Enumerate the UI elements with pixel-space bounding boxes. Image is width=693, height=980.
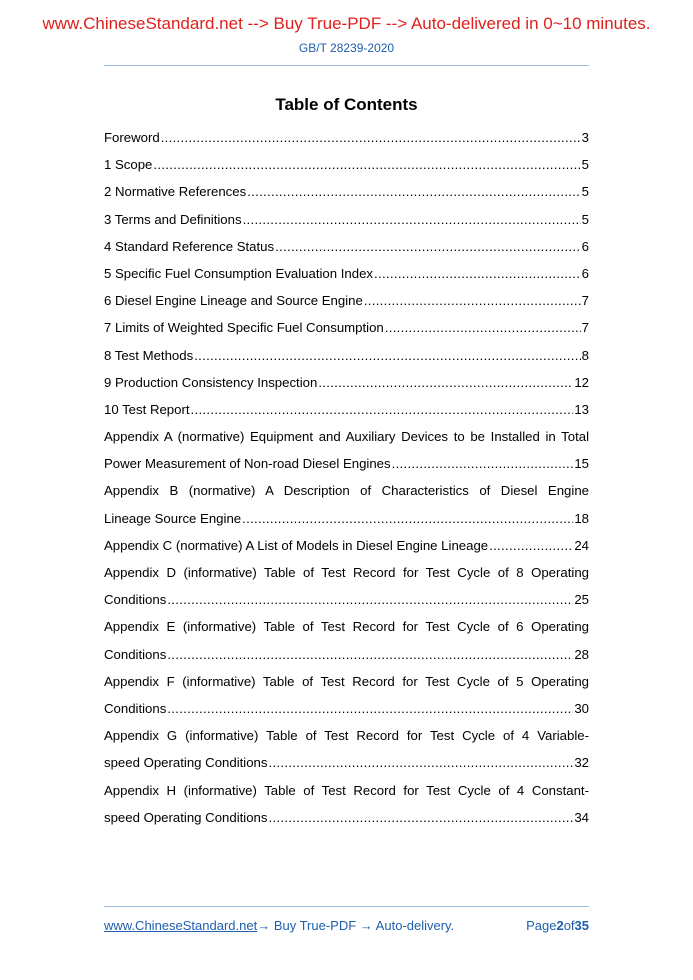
footer-link[interactable]: www.ChineseStandard.net	[104, 918, 258, 933]
toc-entry-page: 5	[581, 157, 589, 173]
toc-entry-text: Conditions	[104, 700, 167, 716]
toc-entry-appendix-e[interactable]	[104, 613, 589, 667]
dot-leader	[243, 206, 581, 233]
dot-leader	[269, 749, 574, 776]
dot-leader	[194, 342, 580, 369]
toc-entry-page: 18	[574, 510, 589, 526]
dot-leader	[242, 505, 573, 532]
toc-entry-page: 12	[574, 374, 589, 390]
toc-entry-first-line: Appendix H (informative) Table of Test Record for Test Cycle of 4 Constant-	[104, 782, 589, 798]
footer-divider	[104, 906, 589, 907]
toc-entry-page: 5	[581, 184, 589, 200]
toc-entry-scope[interactable]	[104, 151, 589, 178]
toc-entry-page: 6	[581, 265, 589, 281]
dot-leader	[247, 178, 580, 205]
toc-entry-appendix-g[interactable]	[104, 722, 589, 776]
toc-entry-foreword[interactable]	[104, 124, 589, 151]
toc-entry-test-report[interactable]	[104, 396, 589, 423]
toc-entry-page: 6	[581, 238, 589, 254]
dot-leader	[167, 641, 573, 668]
toc-entry-evaluation-index[interactable]	[104, 260, 589, 287]
toc-entry-text: 5 Specific Fuel Consumption Evaluation Index	[104, 265, 374, 281]
toc-entry-text: speed Operating Conditions	[104, 809, 268, 825]
toc-entry-text: 8 Test Methods	[104, 347, 194, 363]
toc-entry-page: 5	[581, 211, 589, 227]
toc-entry-appendix-h[interactable]	[104, 777, 589, 831]
toc-entry-text: Conditions	[104, 592, 167, 608]
site-banner[interactable]: www.ChineseStandard.net --> Buy True-PDF --> Auto-delivered in 0~10 minutes.	[42, 14, 651, 33]
page-of-label: of	[563, 918, 575, 933]
toc-entry-text: 6 Diesel Engine Lineage and Source Engine	[104, 293, 363, 309]
page-current: 2	[556, 918, 564, 933]
toc-title: Table of Contents	[275, 95, 418, 114]
toc-entry-text: 2 Normative References	[104, 184, 247, 200]
page-total: 35	[574, 918, 589, 933]
toc-entry-page: 7	[581, 320, 589, 336]
dot-leader	[275, 233, 581, 260]
toc-entry-appendix-a[interactable]	[104, 423, 589, 477]
toc-entry-test-methods[interactable]	[104, 342, 589, 369]
toc-entry-first-line: Appendix A (normative) Equipment and Auxiliary Devices to be Installed in Total	[104, 429, 589, 445]
toc-entry-first-line: Appendix G (informative) Table of Test Record for Test Cycle of 4 Variable-	[104, 728, 589, 744]
toc-entry-page: 8	[581, 347, 589, 363]
toc-entry-text: 9 Production Consistency Inspection	[104, 374, 318, 390]
toc-entry-text: speed Operating Conditions	[104, 755, 268, 771]
page-footer	[104, 918, 589, 933]
toc-entry-page: 24	[574, 537, 589, 553]
page-label: Page	[526, 918, 557, 933]
toc-entry-appendix-c[interactable]	[104, 532, 589, 559]
toc-entry-normative-references[interactable]	[104, 178, 589, 205]
dot-leader	[269, 804, 574, 831]
toc-entry-engine-lineage[interactable]	[104, 287, 589, 314]
toc-entry-text: 3 Terms and Definitions	[104, 211, 242, 227]
footer-text: → Buy True-PDF → Auto-delivery.	[257, 918, 455, 933]
standard-number: GB/T 28239-2020	[298, 41, 395, 55]
dot-leader	[191, 396, 574, 423]
toc-entry-page: 32	[574, 755, 589, 771]
toc-entry-page: 15	[574, 456, 589, 472]
toc-entry-limits[interactable]	[104, 314, 589, 341]
dot-leader	[374, 260, 581, 287]
toc-entry-appendix-d[interactable]	[104, 559, 589, 613]
toc-entry-text: 7 Limits of Weighted Specific Fuel Consumption	[104, 320, 384, 336]
toc-entry-first-line: Appendix F (informative) Table of Test Record for Test Cycle of 5 Operating	[104, 673, 589, 689]
toc-entry-terms-and-definitions[interactable]	[104, 206, 589, 233]
dot-leader	[318, 369, 573, 396]
dot-leader	[364, 287, 581, 314]
toc-entry-page: 3	[581, 130, 589, 145]
toc-entry-page: 25	[574, 592, 589, 608]
dot-leader	[385, 314, 581, 341]
toc-entry-appendix-b[interactable]	[104, 477, 589, 531]
toc-entry-text: 1 Scope	[104, 157, 153, 173]
toc-entry-text: Appendix C (normative) A List of Models in Diesel Engine Lineage	[104, 537, 489, 553]
dot-leader	[167, 586, 573, 613]
toc-entry-appendix-f[interactable]	[104, 668, 589, 722]
toc-entry-page: 13	[574, 401, 589, 417]
toc-entry-text: Foreword	[104, 130, 160, 145]
toc-entry-first-line: Appendix E (informative) Table of Test Record for Test Cycle of 6 Operating	[104, 619, 589, 635]
header-divider	[104, 65, 589, 66]
toc-entry-page: 34	[574, 809, 589, 825]
table-of-contents	[104, 124, 589, 831]
toc-entry-page: 28	[574, 646, 589, 662]
toc-entry-text: 4 Standard Reference Status	[104, 238, 275, 254]
toc-entry-page: 7	[581, 293, 589, 309]
toc-entry-text: 10 Test Report	[104, 401, 190, 417]
toc-entry-page: 30	[574, 700, 589, 716]
toc-entry-first-line: Appendix D (informative) Table of Test Record for Test Cycle of 8 Operating	[104, 565, 589, 580]
toc-entry-text: Power Measurement of Non-road Diesel Engines	[104, 456, 391, 472]
toc-entry-text: Lineage Source Engine	[104, 510, 242, 526]
toc-entry-production-consistency[interactable]	[104, 369, 589, 396]
toc-entry-first-line: Appendix B (normative) A Description of Characteristics of Diesel Engine	[104, 483, 589, 499]
dot-leader	[167, 695, 573, 722]
toc-entry-text: Conditions	[104, 646, 167, 662]
dot-leader	[161, 124, 581, 151]
dot-leader	[392, 450, 574, 477]
dot-leader	[153, 151, 580, 178]
toc-entry-standard-reference-status[interactable]	[104, 233, 589, 260]
dot-leader	[489, 532, 573, 559]
